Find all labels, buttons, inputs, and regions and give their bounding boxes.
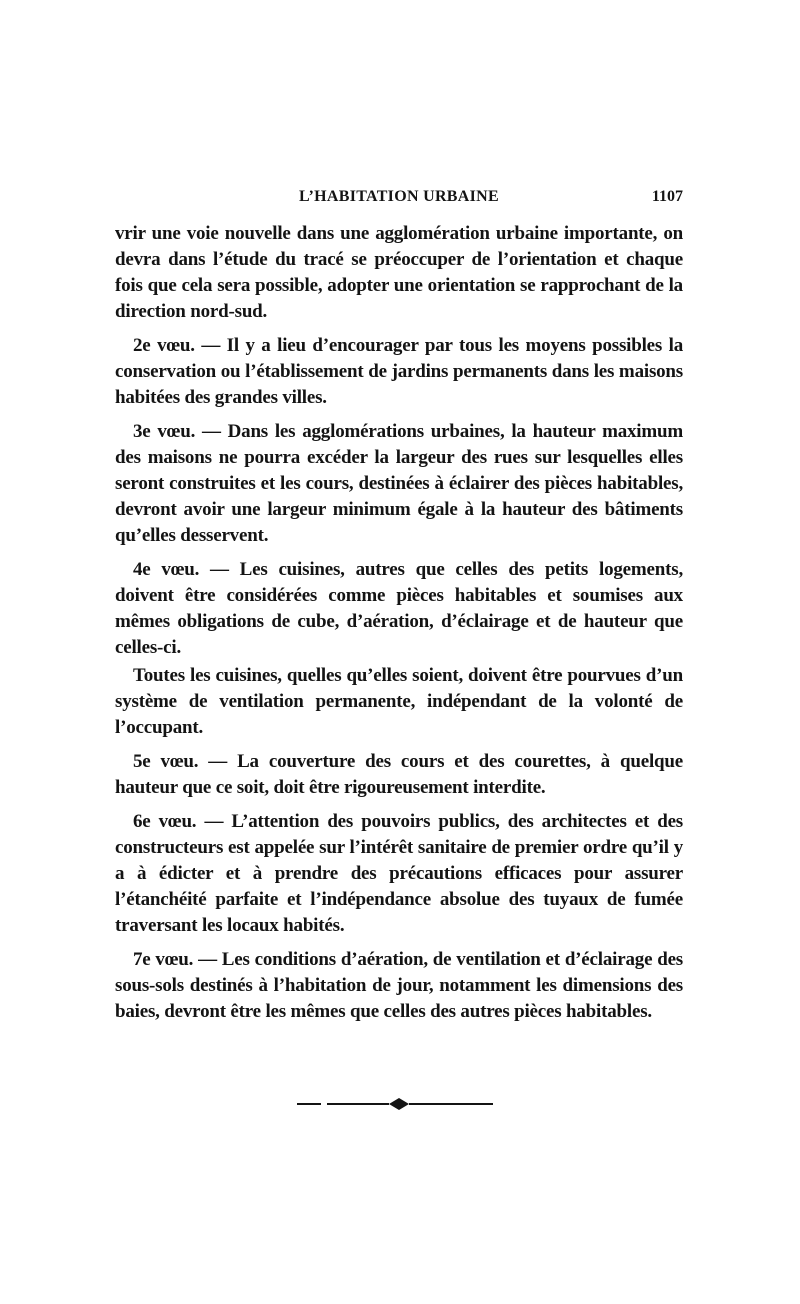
paragraph-continuation: vrir une voie nouvelle dans une agglomération urbaine importante, on devra dans l’étude du tracé se préoccuper de l’orientation et chaque fois que cela sera possible, adopter une orientation se rapprochant de la direction nord-sud. [115, 223, 683, 322]
end-ornament [295, 1094, 495, 1114]
paragraph-voeu-5: 5e vœu. — La couverture des cours et des courettes, à quelque hauteur que ce soit, doit être rigoureusement interdite. [115, 751, 683, 798]
paragraph-voeu-6: 6e vœu. — L’attention des pouvoirs publics, des architectes et des constructeurs est appelée sur l’intérêt sanitaire de premier ordre qu’il y a à édicter et à prendre des précautions efficaces pour assurer l’étanchéité parfaite et l’indépendance absolue des tuyaux de fumée traversant les locaux habités. [115, 811, 683, 936]
paragraph-voeu-7: 7e vœu. — Les conditions d’aération, de ventilation et d’éclairage des sous-sols destinés à l’habitation de jour, notamment les dimensions des baies, devront être les mêmes que celles des autres pièces habitables. [115, 949, 683, 1022]
paragraph-voeu-2: 2e vœu. — Il y a lieu d’encourager par tous les moyens possibles la conservation ou l’établissement de jardins permanents dans les maisons habitées des grandes villes. [115, 335, 683, 408]
page-header [115, 188, 683, 210]
paragraph-voeu-4: 4e vœu. — Les cuisines, autres que celles des petits logements, doivent être considérées comme pièces habitables et soumises aux mêmes obligations de cube, d’aération, d’éclairage et de hauteur que celles-ci. [115, 559, 683, 658]
running-title: L’HABITATION URBAINE [299, 188, 499, 205]
paragraph-voeu-3: 3e vœu. — Dans les agglomérations urbaines, la hauteur maximum des maisons ne pourra excéder la largeur des rues sur lesquelles elles seront construites et les cours, destinées à éclairer des pièces habitables, devront avoir une largeur minimum égale à la hauteur des bâtiments qu’elles desservent. [115, 421, 683, 546]
paragraph-cuisines: Toutes les cuisines, quelles qu’elles soient, doivent être pourvues d’un système de ventilation permanente, indépendant de la volonté de l’occupant. [115, 665, 683, 738]
body-text [115, 221, 683, 1025]
page-number: 1107 [651, 188, 683, 205]
